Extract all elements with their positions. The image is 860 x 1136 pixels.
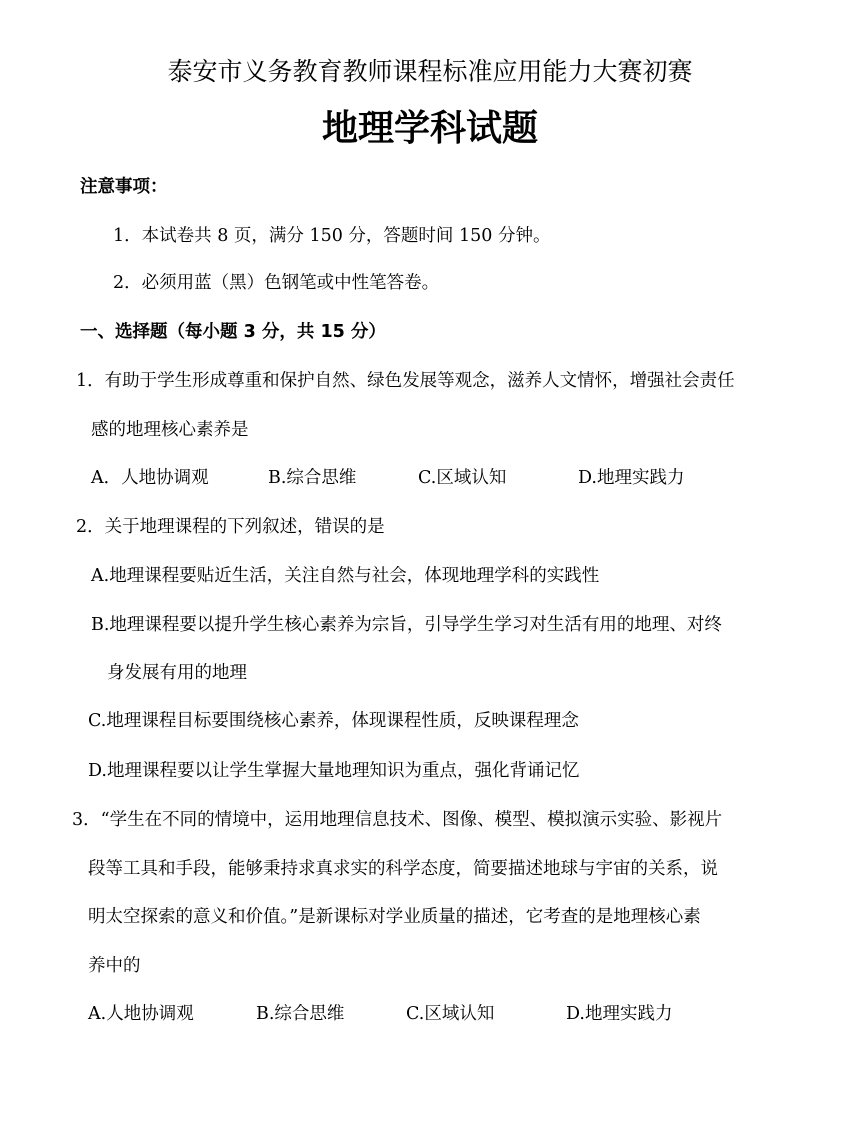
note-item: 1．本试卷共 8 页，满分 150 分，答题时间 150 分钟。: [113, 226, 551, 246]
question-3-text-cont: 段等工具和手段，能够秉持求真求实的科学态度，简要描述地球与宇宙的关系，说: [88, 859, 718, 879]
question-3-option-b: B.综合思维: [256, 1004, 345, 1024]
question-1-option-d: D.地理实践力: [578, 468, 685, 488]
question-3-text-cont: 明太空探索的意义和价值。”是新课标对学业质量的描述，它考查的是地理核心素: [88, 907, 701, 927]
question-2-choice-c: C.地理课程目标要围绕核心素养，体现课程性质，反映课程理念: [88, 711, 579, 731]
question-2-text: 2．关于地理课程的下列叙述，错误的是: [76, 517, 385, 537]
question-3-text-cont: 养中的: [88, 956, 141, 976]
question-2-choice-a: A.地理课程要贴近生活，关注自然与社会，体现地理学科的实践性: [91, 566, 600, 586]
question-3-option-d: D.地理实践力: [566, 1004, 673, 1024]
question-2-choice-d: D.地理课程要以让学生掌握大量地理知识为重点，强化背诵记忆: [88, 761, 580, 781]
question-3-option-c: C.区域认知: [406, 1004, 495, 1024]
notes-heading: 注意事项：: [80, 177, 168, 197]
question-3-option-a: A.人地协调观: [88, 1004, 194, 1024]
question-1-text-cont: 感的地理核心素养是: [91, 420, 249, 440]
question-3-text: 3．“学生在不同的情境中，运用地理信息技术、图像、模型、模拟演示实验、影视片: [72, 810, 723, 830]
note-item: 2．必须用蓝（黑）色钢笔或中性笔答卷。: [113, 273, 440, 293]
question-1-option-c: C.区域认知: [418, 468, 507, 488]
question-1-text: 1．有助于学生形成尊重和保护自然、绿色发展等观念，滋养人文情怀，增强社会责任: [76, 371, 735, 391]
question-1-option-b: B.综合思维: [268, 468, 357, 488]
question-2-choice-b: B.地理课程要以提升学生核心素养为宗旨，引导学生学习对生活有用的地理、对终: [91, 615, 722, 635]
section-heading: 一、选择题（每小题 3 分，共 15 分）: [80, 322, 386, 342]
exam-subtitle: 地理学科试题: [321, 108, 538, 149]
question-2-choice-b-cont: 身发展有用的地理: [107, 663, 247, 683]
exam-title: 泰安市义务教育教师课程标准应用能力大赛初赛: [167, 57, 693, 86]
question-1-option-a: A．人地协调观: [91, 468, 209, 488]
